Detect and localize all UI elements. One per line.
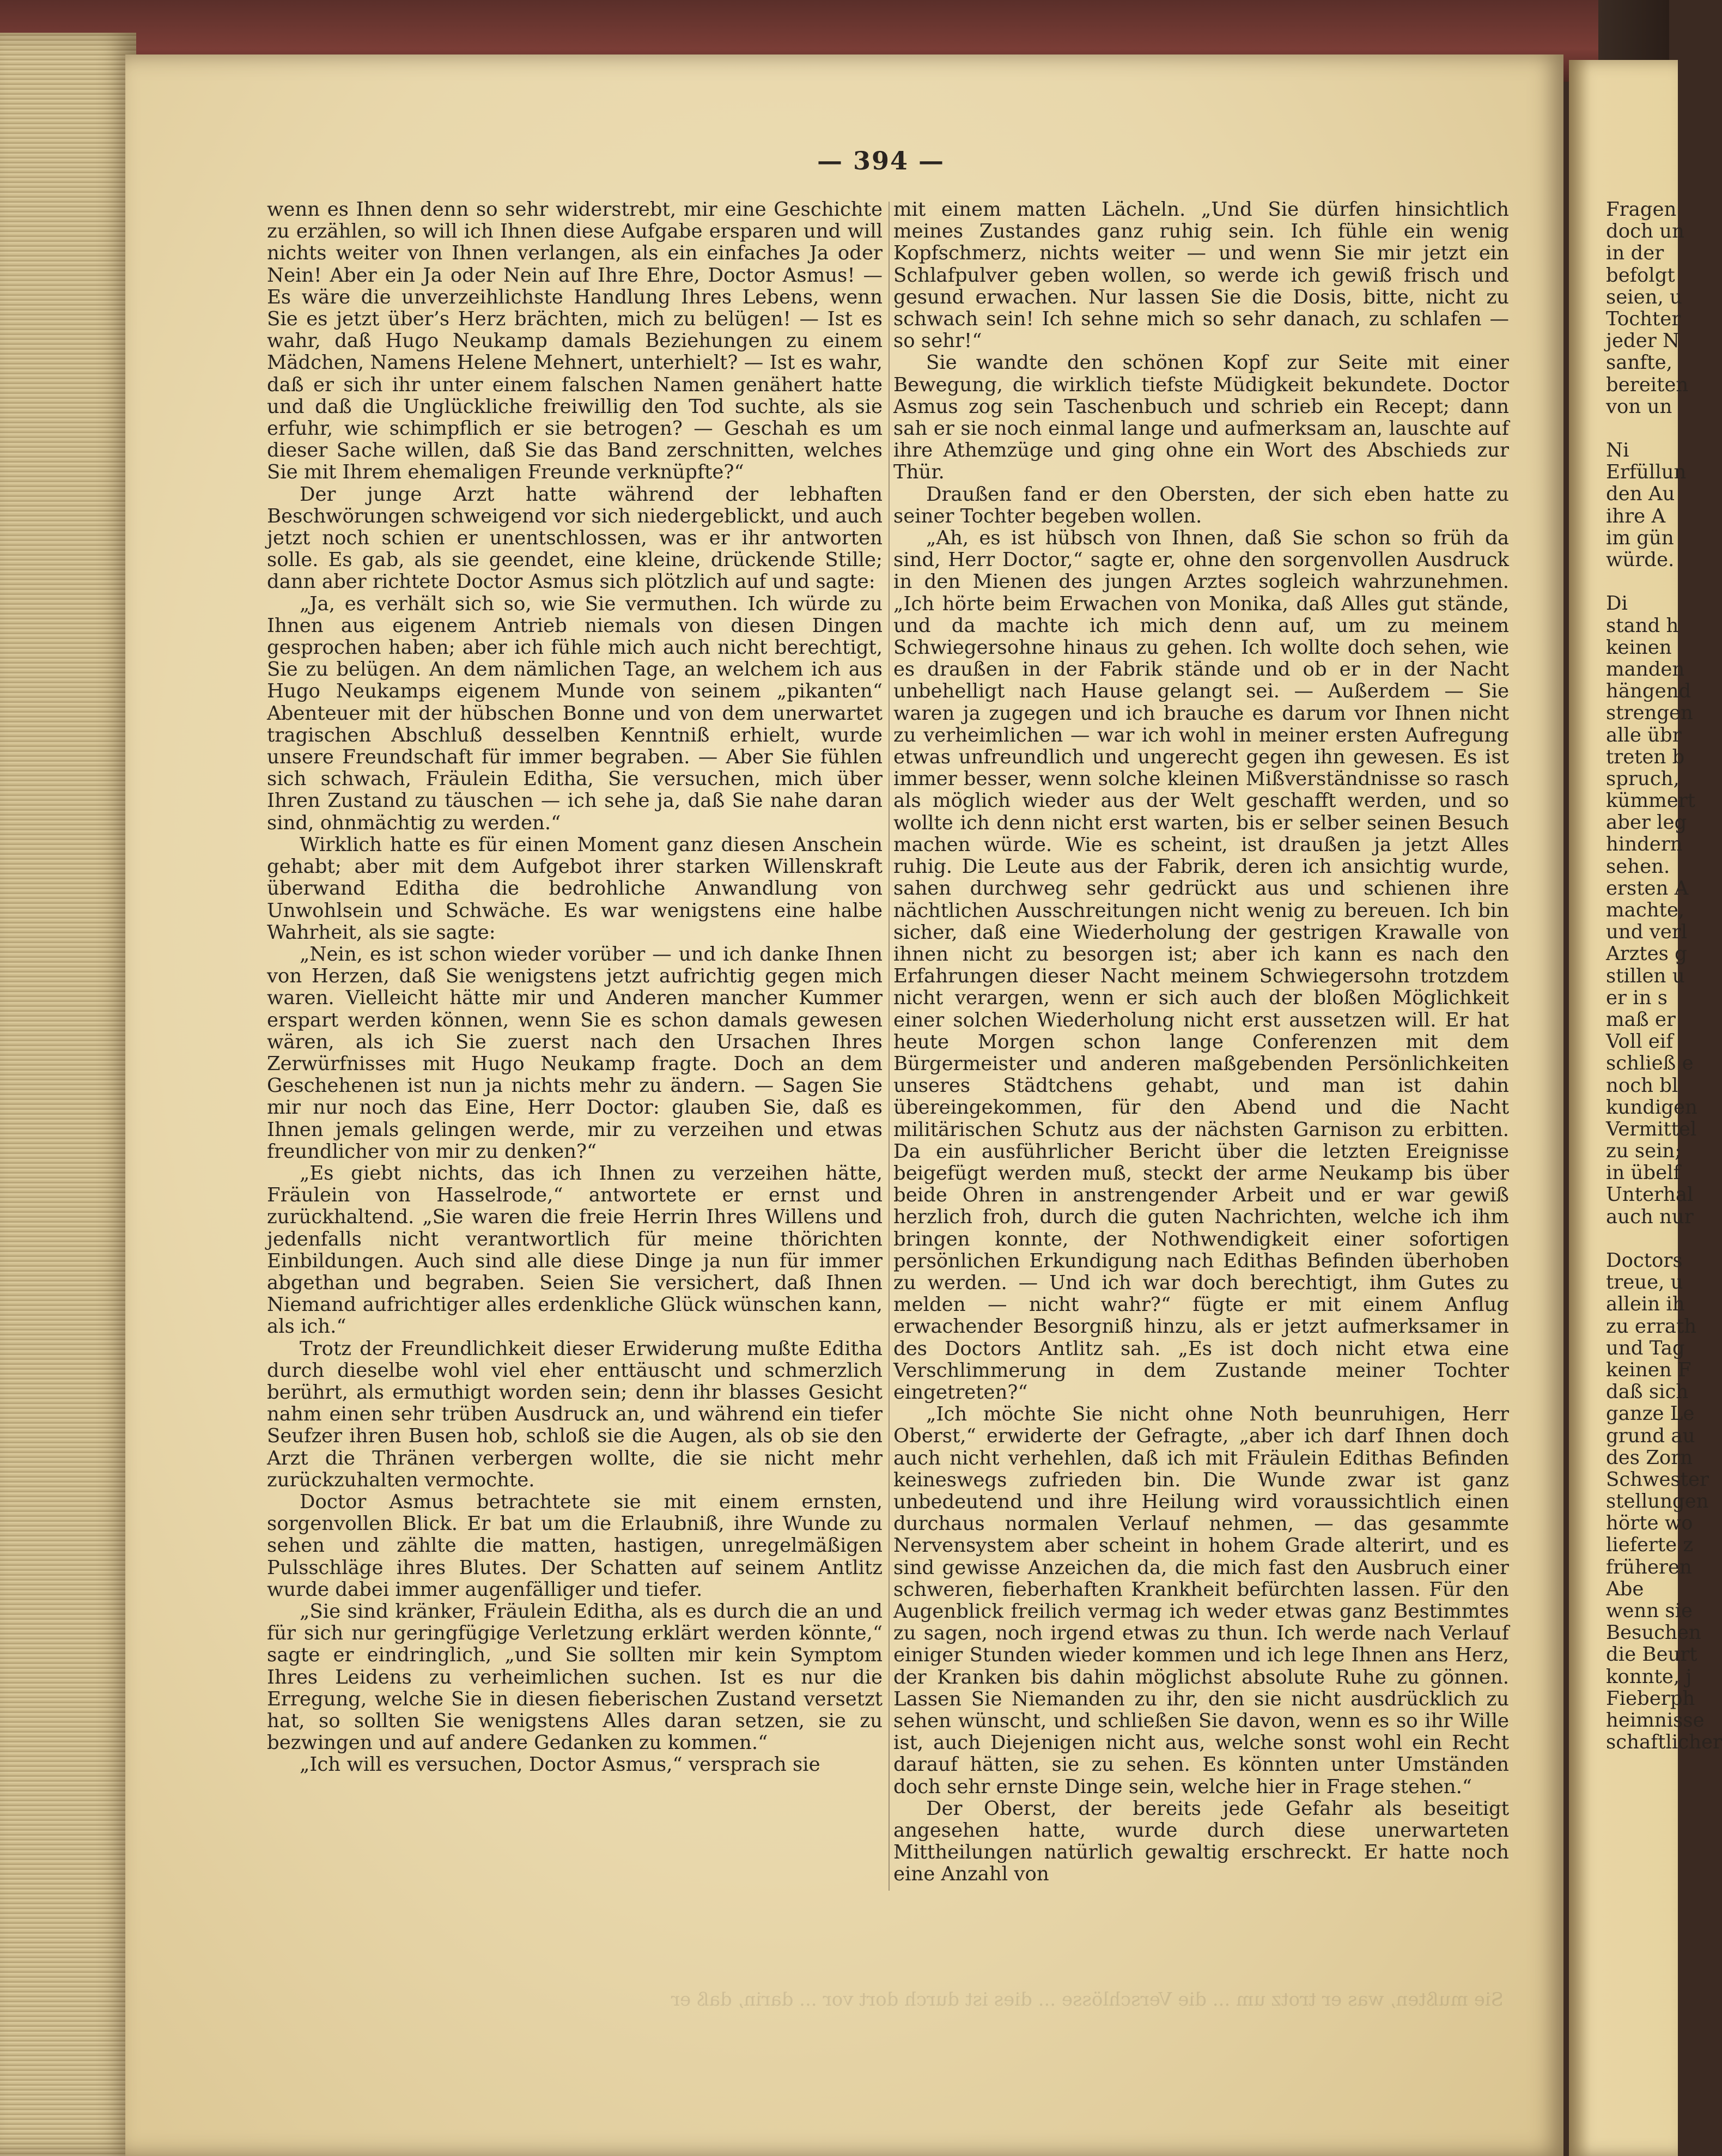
text-fragment: stand h bbox=[1606, 614, 1679, 637]
text-fragment: zu sein; bbox=[1606, 1140, 1682, 1163]
paragraph: „Nein, es ist schon wieder vorüber — und ich danke Ihnen von Herzen, daß Sie wenigstens jetzt aufrichtig gegen mich waren. Vielleicht hätte mir und Anderen mancher Kummer erspart werden können, wenn Sie es schon damals gewesen wären, als ich Sie zuerst nach den Ursachen Ihres Zerwürfnisses mit Hugo Neukamp fragte. Doch an dem Geschehenen ist nun ja nichts mehr zu ändern. — Sagen Sie mir nur noch das Eine, Herr Doctor: glauben Sie, daß es Ihnen jemals gelingen werde, mir zu verzeihen und etwas freundlicher von mir zu denken?“ bbox=[267, 943, 883, 1163]
page-number-value: 394 bbox=[853, 146, 909, 175]
column-divider bbox=[889, 202, 890, 1891]
text-fragment: aber leg bbox=[1606, 811, 1687, 834]
text-fragment: Fragen bbox=[1606, 198, 1677, 221]
text-fragment: daß sich bbox=[1606, 1381, 1689, 1404]
text-fragment: auch nur bbox=[1606, 1205, 1694, 1228]
text-fragment: und verl bbox=[1606, 921, 1688, 944]
page-number: — 394 — bbox=[817, 146, 945, 175]
text-fragment: schaftlicher bbox=[1606, 1731, 1722, 1754]
text-fragment: strengen bbox=[1606, 702, 1693, 725]
text-fragment: Ni bbox=[1606, 439, 1629, 462]
paragraph: Der junge Arzt hatte während der lebhaften Beschwörungen schweigend vor sich niedergeblickt, und auch jetzt noch schien er unentschlossen, was er ihr antworten solle. Es gab, als sie geendet, eine kleine, drückende Stille; dann aber richtete Doctor Asmus sich plötzlich auf und sagte: bbox=[267, 483, 883, 593]
text-fragment: Arztes g bbox=[1606, 943, 1687, 965]
page-block-edge bbox=[0, 33, 136, 2156]
text-fragment: und Tag bbox=[1606, 1337, 1685, 1359]
text-fragment: Schwester bbox=[1606, 1468, 1709, 1491]
text-fragment: ganze Le bbox=[1606, 1402, 1695, 1425]
text-fragment: Doctors bbox=[1606, 1249, 1683, 1272]
text-fragment: stillen u bbox=[1606, 964, 1685, 987]
line-gap bbox=[1606, 418, 1677, 440]
text-fragment: hängend bbox=[1606, 680, 1691, 703]
text-fragment: im gün bbox=[1606, 526, 1674, 549]
text-fragment: alle übr bbox=[1606, 724, 1682, 746]
text-fragment: treten b bbox=[1606, 745, 1685, 768]
text-fragment: hindern bbox=[1606, 833, 1683, 856]
line-gap bbox=[1606, 1228, 1677, 1250]
paragraph: wenn es Ihnen denn so sehr widerstrebt, mir eine Geschichte zu erzählen, so will ich Ihnen diese Aufgabe ersparen und will nichts weiter von Ihnen verlangen, als ein einfaches Ja oder Nein! Aber ein Ja oder Nein auf Ihre Ehre, Doctor Asmus! — Es wäre die unverzeihlichste Handlung Ihres Lebens, wenn Sie es jetzt über’s Herz brächten, mich zu belügen! — Ist es wahr, daß Hugo Neukamp damals Beziehungen zu einem Mädchen, Namens Helene Mehnert, unterhielt? — Ist es wahr, daß er sich ihr unter einem falschen Namen genähert hatte und daß die Unglückliche freiwillig den Tod suchte, als sie erfuhr, wie schimpflich er sie betrogen? — Geschah es um dieser Sache willen, daß Sie das Band zerschnitten, welches Sie mit Ihrem ehemaligen Freunde verknüpfte?“ bbox=[267, 198, 883, 484]
bleed-through-text: Sie mußten, was er trotz um ... die Verschlösse ... dies ist durch dort vor ... darin, daß er bbox=[671, 1989, 1504, 2011]
text-fragment: würde. bbox=[1606, 549, 1675, 571]
text-fragment: noch bl bbox=[1606, 1074, 1678, 1097]
text-fragment: Vermittel bbox=[1606, 1118, 1697, 1140]
paragraph: Draußen fand er den Obersten, der sich eben hatte zu seiner Tochter begeben wollen. bbox=[893, 483, 1509, 527]
text-fragment: in übelf bbox=[1606, 1162, 1681, 1185]
text-fragment: den Au bbox=[1606, 483, 1675, 506]
text-fragment: schließ e bbox=[1606, 1052, 1694, 1075]
paragraph: Der Oberst, der bereits jede Gefahr als beseitigt angesehen hatte, wurde durch diese unerwarteten Mittheilungen natürlich gewaltig erschreckt. Er hatte noch eine Anzahl von bbox=[893, 1797, 1509, 1886]
middle-column bbox=[893, 199, 1509, 1886]
text-fragment: zu errath bbox=[1606, 1315, 1697, 1338]
text-fragment: Di bbox=[1606, 592, 1628, 615]
text-fragment: treue, u bbox=[1606, 1271, 1683, 1294]
text-fragment: keinen bbox=[1606, 636, 1672, 659]
paragraph: Sie wandte den schönen Kopf zur Seite mit einer Bewegung, die wirklich tiefste Müdigkeit bekundete. Doctor Asmus zog sein Taschenbuch und schrieb ein Recept; dann sah er sie noch einmal lange und aufmerksam an, lauschte auf ihre Athemzüge und ging ohne ein Wort des Abschieds zur Thür. bbox=[893, 351, 1509, 484]
text-fragment: maß er bbox=[1606, 1008, 1676, 1031]
text-fragment: die Beurt bbox=[1606, 1643, 1697, 1666]
text-fragment: von un bbox=[1606, 395, 1672, 418]
paragraph: „Ja, es verhält sich so, wie Sie vermuthen. Ich würde zu Ihnen aus eigenem Antrieb niemals von diesen Dingen gesprochen haben; aber ich fühle mich auch nicht berechtigt, Sie zu belügen. An dem nämlichen Tage, an welchem ich aus Hugo Neukamps eigenem Munde von seinem „pikanten“ Abenteuer mit der hübschen Bonne und von dem unerwartet tragischen Abschluß desselben Kenntniß erhielt, wurde unsere Freundschaft für immer begraben. — Aber Sie fühlen sich schwach, Fräulein Editha, Sie versuchen, mich über Ihren Zustand zu täuschen — ich sehe ja, daß Sie nahe daran sind, ohnmächtig zu werden.“ bbox=[267, 592, 883, 834]
text-fragment: jeder N bbox=[1606, 330, 1680, 353]
text-fragment: in der bbox=[1606, 242, 1664, 265]
text-fragment: machte, bbox=[1606, 899, 1685, 921]
text-fragment: keinen F bbox=[1606, 1358, 1691, 1381]
text-fragment: des Zorn bbox=[1606, 1446, 1693, 1469]
text-fragment: Voll eif bbox=[1606, 1030, 1674, 1053]
text-fragment: lieferte z bbox=[1606, 1534, 1694, 1557]
text-fragment: sehen. bbox=[1606, 855, 1670, 878]
text-fragment: doch un bbox=[1606, 220, 1684, 243]
text-fragment: konnte, j bbox=[1606, 1665, 1692, 1688]
paragraph: „Es giebt nichts, das ich Ihnen zu verzeihen hätte, Fräulein von Hasselrode,“ antwortete er ernst und zurückhaltend. „Sie waren die freie Herrin Ihres Willens und jedenfalls nicht verantwortlich für meine thörichten Einbildungen. Auch sind alle diese Dinge ja nun für immer abgethan und begraben. Seien Sie versichert, daß Ihnen Niemand aufrichtiger alles erdenkliche Glück wünschen kann, als ich.“ bbox=[267, 1162, 883, 1338]
text-fragment: stellungen bbox=[1606, 1490, 1709, 1513]
text-fragment: hörte wo bbox=[1606, 1512, 1693, 1535]
text-fragment: kümmert bbox=[1606, 789, 1695, 812]
text-fragment: befolgt bbox=[1606, 264, 1675, 287]
text-fragment: heimnisse bbox=[1606, 1709, 1705, 1732]
paragraph: Wirklich hatte es für einen Moment ganz diesen Anschein gehabt; aber mit dem Aufgebot ihrer starken Willenskraft überwand Editha die bedrohliche Anwandlung von Unwohlsein und Schwäche. Es war wenigstens eine halbe Wahrheit, als sie sagte: bbox=[267, 833, 883, 944]
text-fragment: wenn sie bbox=[1606, 1600, 1693, 1622]
text-fragment: Erfüllun bbox=[1606, 461, 1687, 484]
paragraph: mit einem matten Lächeln. „Und Sie dürfen hinsichtlich meines Zustandes ganz ruhig sein. Ich fühle ein wenig Kopfschmerz, nichts weiter — und wenn Sie mir jetzt ein Schlafpulver geben wollen, so werde ich gewiß frisch und gesund erwachen. Nur lassen Sie die Dosis, bitte, nicht zu schwach sein! Ich sehne mich so sehr danach, zu schlafen — so sehr!“ bbox=[893, 198, 1509, 353]
paragraph: „Sie sind kränker, Fräulein Editha, als es durch die an und für sich nur geringfügige Verletzung erklärt werden könnte,“ sagte er eindringlich, „und Sie sollten mir kein Symptom Ihres Leidens zu verheimlichen suchen. Ist es nur die Erregung, welche Sie in diesen fieberischen Zustand versetzt hat, so sollten Sie wenigstens Alles daran setzen, sie zu bezwingen und auf andere Gedanken zu kommen.“ bbox=[267, 1600, 883, 1754]
text-fragment: manden bbox=[1606, 658, 1685, 681]
text-fragment: seien, u bbox=[1606, 286, 1682, 308]
text-fragment: Besuchen bbox=[1606, 1621, 1701, 1644]
paragraph: „Ich möchte Sie nicht ohne Noth beunruhigen, Herr Oberst,“ erwiderte der Gefragte, „aber ich darf Ihnen doch auch nicht verhehlen, daß ich mit Fräulein Edithas Befinden keineswegs zufrieden bin. Die Wunde zwar ist ganz unbedeutend und ihre Heilung wird voraussichtlich einen durchaus normalen Verlauf nehmen, — das gesammte Nervensystem aber scheint in hohem Grade alterirt, und es sind gewisse Anzeichen da, die mich fast den Ausbruch einer schweren, fieberhaften Krankheit befürchten lassen. Für den Augenblick freilich vermag ich weder etwas ganz Bestimmtes zu sagen, noch irgend etwas zu thun. Ich werde nach Verlauf einiger Stunden wieder kommen und ich lege Ihnen ans Herz, der Kranken bis dahin möglichst absolute Ruhe zu gönnen. Lassen Sie Niemanden zu ihr, den sie nicht ausdrücklich zu sehen wünscht, und schließen Sie davon, wenn es so ihr Wille ist, auch Diejenigen nicht aus, welche sonst wohl ein Recht darauf hätten, sie zu sehen. Es könnten unter Umständen doch sehr ernste Dinge sein, welche hier in Frage stehen.“ bbox=[893, 1403, 1509, 1798]
line-gap bbox=[1606, 571, 1677, 593]
text-fragment: ihre A bbox=[1606, 505, 1666, 527]
text-fragment: Tochter bbox=[1606, 307, 1681, 330]
text-fragment: allein ih bbox=[1606, 1293, 1685, 1316]
text-fragment: früheren bbox=[1606, 1556, 1692, 1578]
text-fragment: kundigen bbox=[1606, 1096, 1697, 1119]
text-fragment: ersten A bbox=[1606, 877, 1689, 900]
text-fragment: spruch, bbox=[1606, 767, 1680, 790]
left-column bbox=[267, 199, 883, 1776]
text-fragment: grund au bbox=[1606, 1424, 1695, 1447]
paragraph: „Ah, es ist hübsch von Ihnen, daß Sie schon so früh da sind, Herr Doctor,“ sagte er, ohne den sorgenvollen Ausdruck in den Mienen des jungen Arztes sogleich wahrzunehmen. „Ich hörte beim Erwachen von Monika, daß Alles gut stände, und da machte ich mich denn auf, um zu meinem Schwiegersohne hinaus zu gehen. Ich wollte doch sehen, wie es draußen in der Fabrik stände und ob er in der Nacht unbehelligt nach Hause gelangt sei. — Außerdem — Sie waren ja zugegen und ich brauche es darum vor Ihnen nicht zu verheimlichen — war ich wohl in meiner ersten Aufregung etwas unfreundlich und ungerecht gegen ihn gewesen. Es ist immer besser, wenn solche kleinen Mißverständnisse so rasch als möglich wieder aus der Welt geschafft werden, und so wollte ich denn nicht erst warten, bis er selber seinen Besuch machen würde. Wie es scheint, ist draußen ja jetzt Alles ruhig. Die Leute aus der Fabrik, deren ich ansichtig wurde, sahen durchweg sehr gedrückt aus und schienen ihre nächtlichen Ausschreitungen nicht wenig zu bereuen. Ich bin sicher, daß eine Wiederholung der gestrigen Krawalle von ihnen nicht zu besorgen ist; aber ich kann es nach den Erfahrungen dieser Nacht meinem Schwiegersohn trotzdem nicht verargen, wenn er sich auch der bloßen Möglichkeit einer solchen Wiederholung nicht erst aussetzen will. Er hat heute Morgen schon lange Conferenzen mit dem Bürgermeister und anderen maßgebenden Persönlichkeiten unseres Städtchens gehabt, und man ist dahin übereingekommen, für den Abend und die Nacht militärischen Schutz aus der nächsten Garnison zu erbitten. Da ein ausführlicher Bericht über die letzten Ereignisse beigefügt werden muß, steckt der arme Neukamp bis über beide Ohren in anstrengender Arbeit und er war gewiß herzlich froh, durch die guten Nachrichten, welche ich ihm bringen konnte, der Nothwendigkeit einer sofortigen persönlichen Erkundigung nach Edithas Befinden überhoben zu werden. — Und ich war doch berechtigt, ihm Gutes zu melden — nicht wahr?“ fügte er mit einem Anflug erwachender Besorgniß hinzu, als er jetzt aufmerksamer in des Doctors Antlitz sah. „Es ist doch nicht etwa eine Verschlimmerung in dem Zustande meiner Tochter eingetreten?“ bbox=[893, 527, 1509, 1404]
text-fragment: Unterhal bbox=[1606, 1183, 1694, 1206]
paragraph: „Ich will es versuchen, Doctor Asmus,“ versprach sie bbox=[300, 1753, 820, 1776]
text-fragment: Fieberph bbox=[1606, 1687, 1695, 1710]
text-fragment: er in s bbox=[1606, 986, 1668, 1009]
text-fragment: sanfte, bbox=[1606, 351, 1672, 374]
text-fragment: bereiten bbox=[1606, 373, 1689, 396]
paragraph: Doctor Asmus betrachtete sie mit einem ernsten, sorgenvollen Blick. Er bat um die Erlaubniß, ihre Wunde zu sehen und zählte die matten, hastigen, unregelmäßigen Pulsschläge ihres Blutes. Der Schatten auf seinem Antlitz wurde dabei immer augenfälliger und tiefer. bbox=[267, 1490, 883, 1601]
paragraph: Trotz der Freundlichkeit dieser Erwiderung mußte Editha durch dieselbe wohl viel eher enttäuscht und schmerzlich berührt, als ermuthigt worden sein; denn ihr blasses Gesicht nahm einen sehr trüben Ausdruck an, und während ein tiefer Seufzer ihren Busen hob, schloß sie die Augen, als ob sie den Arzt die Thränen verbergen wollte, die sie nicht mehr zurückzuhalten vermochte. bbox=[267, 1337, 883, 1491]
right-page-column bbox=[1606, 198, 1722, 1754]
text-fragment: Abe bbox=[1606, 1577, 1644, 1600]
